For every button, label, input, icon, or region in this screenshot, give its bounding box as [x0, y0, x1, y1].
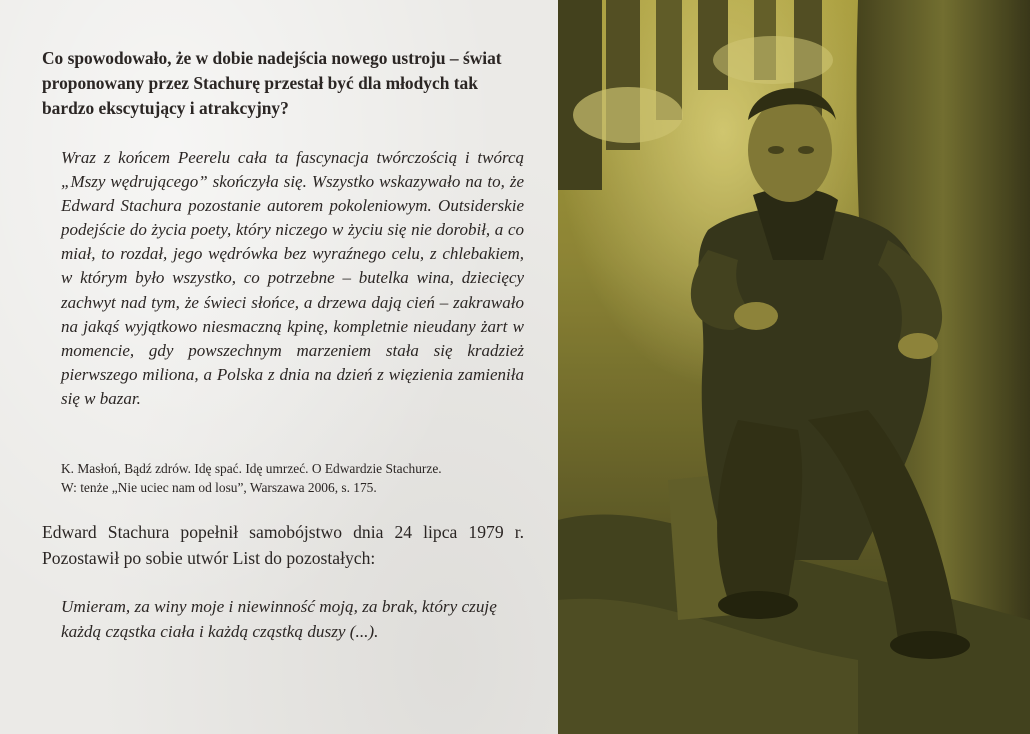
portrait-photo	[558, 0, 1030, 734]
source-line-2: W: tenże „Nie uciec nam od losu”, Warszawa 2006, s. 175.	[61, 480, 377, 495]
statement-paragraph: Edward Stachura popełnił samobójstwo dnia 24 lipca 1979 r. Pozostawił po sobie utwór List do pozostałych:	[42, 522, 524, 568]
question-heading: Co spowodowało, że w dobie nadejścia nowego ustroju – świat proponowany przez Stachurę przestał być dla młodych tak bardzo ekscytujący i atrakcyjny?	[42, 48, 502, 118]
quote-paragraph: Wraz z końcem Peerelu cała ta fascynacja twórczością i twórcą „Mszy wędrującego” skończyła się. Wszystko wskazywało na to, że Edward Stachura pozostanie autorem pokoleniowym. Outsiderskie podejście do życia poety, który niczego w życiu się nie dorobił, a co miał, to rozdał, jego wędrówka bez wyraźnego celu, z chlebakiem, w którym było wszystko, co potrzebne – butelka wina, dziecięcy zachwyt nad tym, że świeci słońce, a drzewa dają cień – zakrawało na jakąś wyjątkowo niesmaczną kpinę, kompletnie nieudany żart w momencie, gdy powszechnym marzeniem stała się kradzież pierwszego miliona, a Polska z dnia na dzień z więzienia zamieniła się w bazar.	[61, 148, 524, 408]
quote-source	[61, 459, 524, 497]
final-quote: Umieram, za winy moje i niewinność moją, za brak, który czuję każdą cząstka ciała i każdą cząstką duszy (...).	[61, 597, 497, 641]
source-line-1: K. Masłoń, Bądź zdrów. Idę spać. Idę umrzeć. O Edwardzie Stachurze.	[61, 461, 442, 476]
portrait-photo-graphic	[558, 0, 1030, 734]
